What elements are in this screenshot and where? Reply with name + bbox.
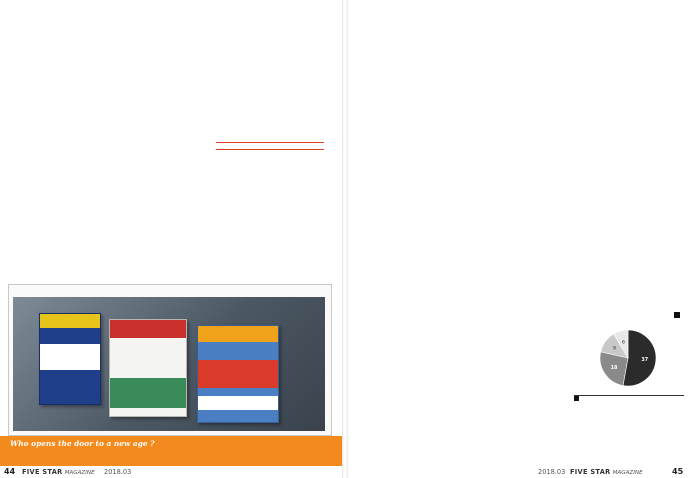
right-page-column-2 xyxy=(464,6,568,462)
left-page-column-3-bottom xyxy=(216,176,324,278)
magazine-name xyxy=(570,468,643,476)
guidebook-cover-1 xyxy=(39,313,101,405)
left-page-column-2 xyxy=(112,6,210,278)
guidebook-cover-2 xyxy=(109,319,187,417)
magazine-word: MAGAZINE xyxy=(612,470,643,476)
data-box-title xyxy=(574,394,684,396)
guidebooks-photo xyxy=(13,297,325,431)
page-number: 44 xyxy=(4,467,16,476)
left-page xyxy=(0,0,342,478)
banner-title: Who opens the door to a new age ? xyxy=(10,439,155,448)
series-banner xyxy=(0,436,342,466)
right-page-column-3 xyxy=(574,6,682,320)
left-page-column-3-top xyxy=(216,6,324,140)
company-data-box xyxy=(574,394,684,464)
magazine-word: MAGAZINE xyxy=(64,470,95,476)
issue-date: 2018.03 xyxy=(104,468,132,476)
revenue-breakdown-chart xyxy=(574,326,682,390)
magazine-brand: FIVE STAR xyxy=(22,468,63,476)
page-number: 45 xyxy=(672,467,684,476)
pie-value-label: 37 xyxy=(641,358,649,364)
left-footer xyxy=(0,468,342,478)
right-page xyxy=(348,0,690,478)
pie-value-label: 18 xyxy=(610,365,618,371)
pull-quote xyxy=(216,142,324,150)
article-end-mark xyxy=(674,312,680,318)
pie-value-label: 6 xyxy=(622,340,625,346)
left-page-column-1 xyxy=(8,6,106,278)
pie-value-label: 9 xyxy=(612,346,616,352)
guidebook-cover-3 xyxy=(197,325,279,423)
right-page-column-1 xyxy=(354,6,458,462)
photo-frame xyxy=(8,284,332,436)
right-footer xyxy=(348,468,690,478)
pie-chart xyxy=(574,326,682,390)
issue-date: 2018.03 xyxy=(538,468,566,476)
magazine-brand: FIVE STAR xyxy=(570,468,611,476)
magazine-name xyxy=(22,468,95,476)
